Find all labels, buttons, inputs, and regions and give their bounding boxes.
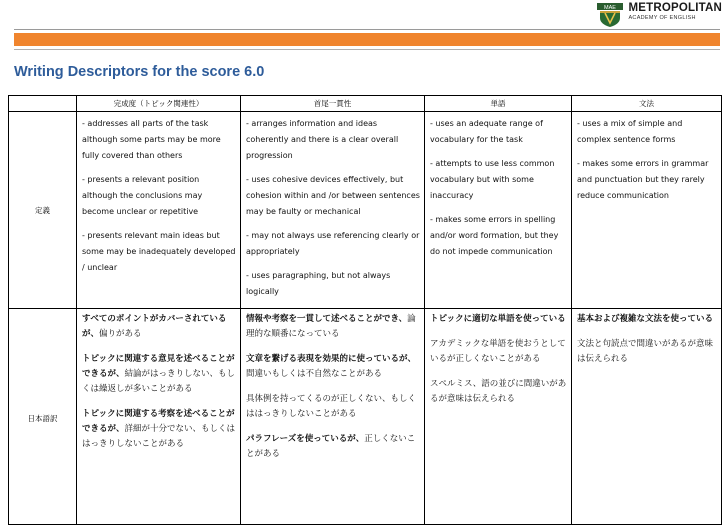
- descriptor-item: [430, 337, 567, 367]
- descriptor-item: [246, 432, 420, 462]
- descriptor-cell: [425, 112, 572, 309]
- header-rule-bottom: [14, 49, 720, 50]
- descriptor-item: [577, 337, 717, 367]
- descriptor-emphasis: 基本および複雑な文法を使っている: [577, 314, 714, 324]
- descriptor-text: スペルミス、語の並びに間違いがあるが意味は伝えられる: [430, 379, 567, 404]
- descriptor-emphasis: トピックに関連する意見を述べることができるが、: [82, 354, 235, 379]
- descriptor-item: [246, 312, 420, 342]
- descriptor-item: - makes some errors in spelling and/or word formation, but they do not impede communication: [430, 215, 559, 256]
- descriptor-item: - makes some errors in grammar and punctuation but they rarely reduce communication: [577, 159, 709, 200]
- descriptor-table: [8, 95, 722, 525]
- descriptor-item: [577, 312, 717, 327]
- descriptor-item: [82, 407, 236, 452]
- descriptor-cell: [572, 309, 722, 525]
- logo-name: METROPOLITAN: [628, 2, 722, 14]
- row-label: 定義: [9, 112, 77, 309]
- row-definition: [9, 112, 722, 309]
- row-label: 日本語訳: [9, 309, 77, 525]
- descriptor-text: 間違いもしくは不自然なことがある: [246, 369, 383, 379]
- descriptor-cell: [572, 112, 722, 309]
- descriptor-item: [246, 352, 420, 382]
- descriptor-emphasis: トピックに関連する考察を述べることができるが、: [82, 409, 235, 434]
- descriptor-item: [82, 312, 236, 342]
- table-header-row: [9, 96, 722, 112]
- header-rule-top: [14, 29, 720, 30]
- logo-subtitle: ACADEMY OF ENGLISH: [628, 14, 696, 21]
- descriptor-emphasis: トピックに適切な単語を使っている: [430, 314, 566, 324]
- descriptor-cell: [77, 309, 241, 525]
- descriptor-item: - presents a relevant position although the conclusions may become unclear or repetitive: [82, 175, 203, 216]
- descriptor-item: - uses a mix of simple and complex sentence forms: [577, 119, 683, 144]
- header-grammar: 文法: [572, 96, 722, 112]
- descriptor-item: - uses an adequate range of vocabulary for the task: [430, 119, 543, 144]
- header-vocabulary: 単語: [425, 96, 572, 112]
- descriptor-text: アカデミックな単語を使おうとしているが正しくないことがある: [430, 339, 566, 364]
- descriptor-item: - arranges information and ideas coherently and there is a clear overall progression: [246, 119, 399, 160]
- descriptor-item: [430, 377, 567, 407]
- header-corner: [9, 96, 77, 112]
- descriptor-item: - uses paragraphing, but not always logically: [246, 271, 391, 296]
- descriptor-text: 詳細が十分でない、もしくははっきりしないことがある: [82, 424, 236, 449]
- descriptor-cell: [241, 309, 425, 525]
- header-accent-bar: [14, 33, 720, 46]
- crest-icon: [597, 3, 623, 27]
- descriptor-item: - uses cohesive devices effectively, but cohesion within and /or between sentences may be faulty or mechanical: [246, 175, 420, 216]
- descriptor-cell: [241, 112, 425, 309]
- descriptor-text: 偏りがある: [99, 329, 142, 339]
- descriptor-item: [430, 312, 567, 327]
- descriptor-item: [246, 392, 420, 422]
- descriptor-cell: [77, 112, 241, 309]
- descriptor-emphasis: 情報や考察を一貫して述べることができ、: [246, 314, 408, 324]
- descriptor-text: 論理的な順番になっている: [246, 314, 416, 339]
- descriptor-item: - presents relevant main ideas but some may be inadequately developed / unclear: [82, 231, 236, 272]
- header-task-achievement: 完成度（トピック関連性）: [77, 96, 241, 112]
- academy-logo: [597, 3, 722, 27]
- descriptor-item: - may not always use referencing clearly or appropriately: [246, 231, 420, 256]
- descriptor-item: - addresses all parts of the task although some parts may be more fully covered than others: [82, 119, 221, 160]
- descriptor-text: 具体例を持ってくるのが正しくない、もしくははっきりしないことがある: [246, 394, 417, 419]
- header-coherence: 首尾一貫性: [241, 96, 425, 112]
- descriptor-cell: [425, 309, 572, 525]
- descriptor-text: 結論がはっきりしない、もしくは繰返しが多いことがある: [82, 369, 236, 394]
- descriptor-emphasis: 文章を繋げる表現を効果的に使っているが、: [246, 354, 417, 364]
- descriptor-item: [82, 352, 236, 397]
- row-japanese-translation: [9, 309, 722, 525]
- descriptor-text: 正しくないことがある: [246, 434, 416, 459]
- descriptor-text: 文法と句読点で間違いがあるが意味は伝えられる: [577, 339, 714, 364]
- page-title: Writing Descriptors for the score 6.0: [14, 64, 265, 80]
- crest-letters: MAE: [604, 5, 617, 11]
- descriptor-emphasis: すべてのポイントがカバーされているが、: [82, 314, 227, 339]
- descriptor-emphasis: パラフレーズを使っているが、: [246, 434, 365, 444]
- descriptor-item: - attempts to use less common vocabulary but with some inaccuracy: [430, 159, 555, 200]
